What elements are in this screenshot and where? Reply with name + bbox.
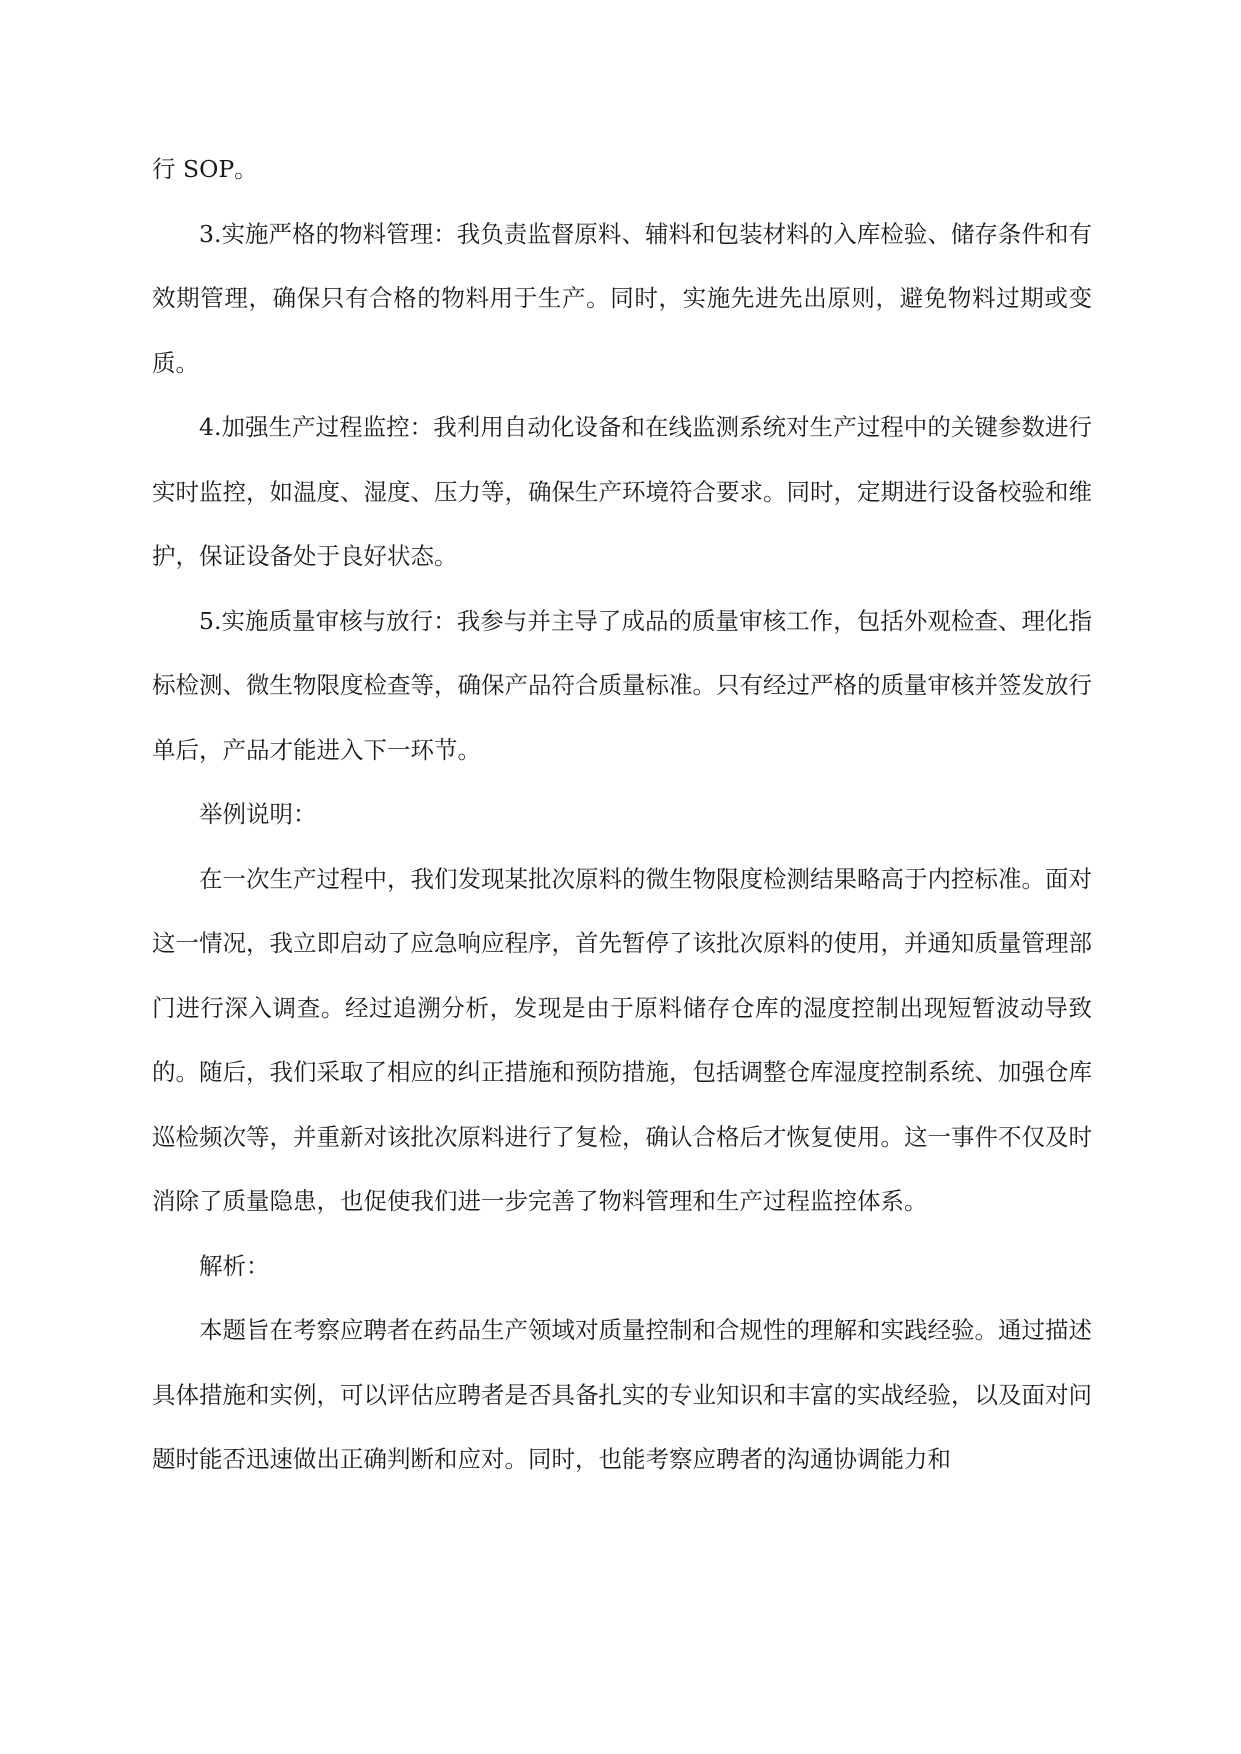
paragraph-material-management: 3.实施严格的物料管理：我负责监督原料、辅料和包装材料的入库检验、储存条件和有效期管理，确保只有合格的物料用于生产。同时，实施先进先出原则，避免物料过期或变质。 [152,219,1092,377]
paragraph-process-monitoring: 4.加强生产过程监控：我利用自动化设备和在线监测系统对生产过程中的关键参数进行实时监控，如温度、湿度、压力等，确保生产环境符合要求。同时，定期进行设备校验和维护，保证设备处于良好状态。 [152,413,1092,570]
paragraph-analysis: 本题旨在考察应聘者在药品生产领域对质量控制和合规性的理解和实践经验。通过描述具体措施和实例，可以评估应聘者是否具备扎实的专业知识和丰富的实战经验，以及面对问题时能否迅速做出正确判断和应对。同时，也能考察应聘者的沟通协调能力和 [152,1316,1092,1473]
paragraph-continuation: 行 SOP。 [152,155,258,183]
document-body [152,137,1092,1492]
paragraph-quality-review: 5.实施质量审核与放行：我参与并主导了成品的质量审核工作，包括外观检查、理化指标检测、微生物限度检查等，确保产品符合质量标准。只有经过严格的质量审核并签发放行单后，产品才能进入下一环节。 [152,606,1092,764]
paragraph-example: 在一次生产过程中，我们发现某批次原料的微生物限度检测结果略高于内控标准。面对这一情况，我立即启动了应急响应程序，首先暂停了该批次原料的使用，并通知质量管理部门进行深入调查。经过追溯分析，发现是由于原料储存仓库的湿度控制出现短暂波动导致的。随后，我们采取了相应的纠正措施和预防措施，包括调整仓库湿度控制系统、加强仓库巡检频次等，并重新对该批次原料进行了复检，确认合格后才恢复使用。这一事件不仅及时消除了质量隐患，也促使我们进一步完善了物料管理和生产过程监控体系。 [152,864,1092,1215]
heading-analysis: 解析： [199,1251,270,1280]
heading-example: 举例说明： [199,800,317,828]
